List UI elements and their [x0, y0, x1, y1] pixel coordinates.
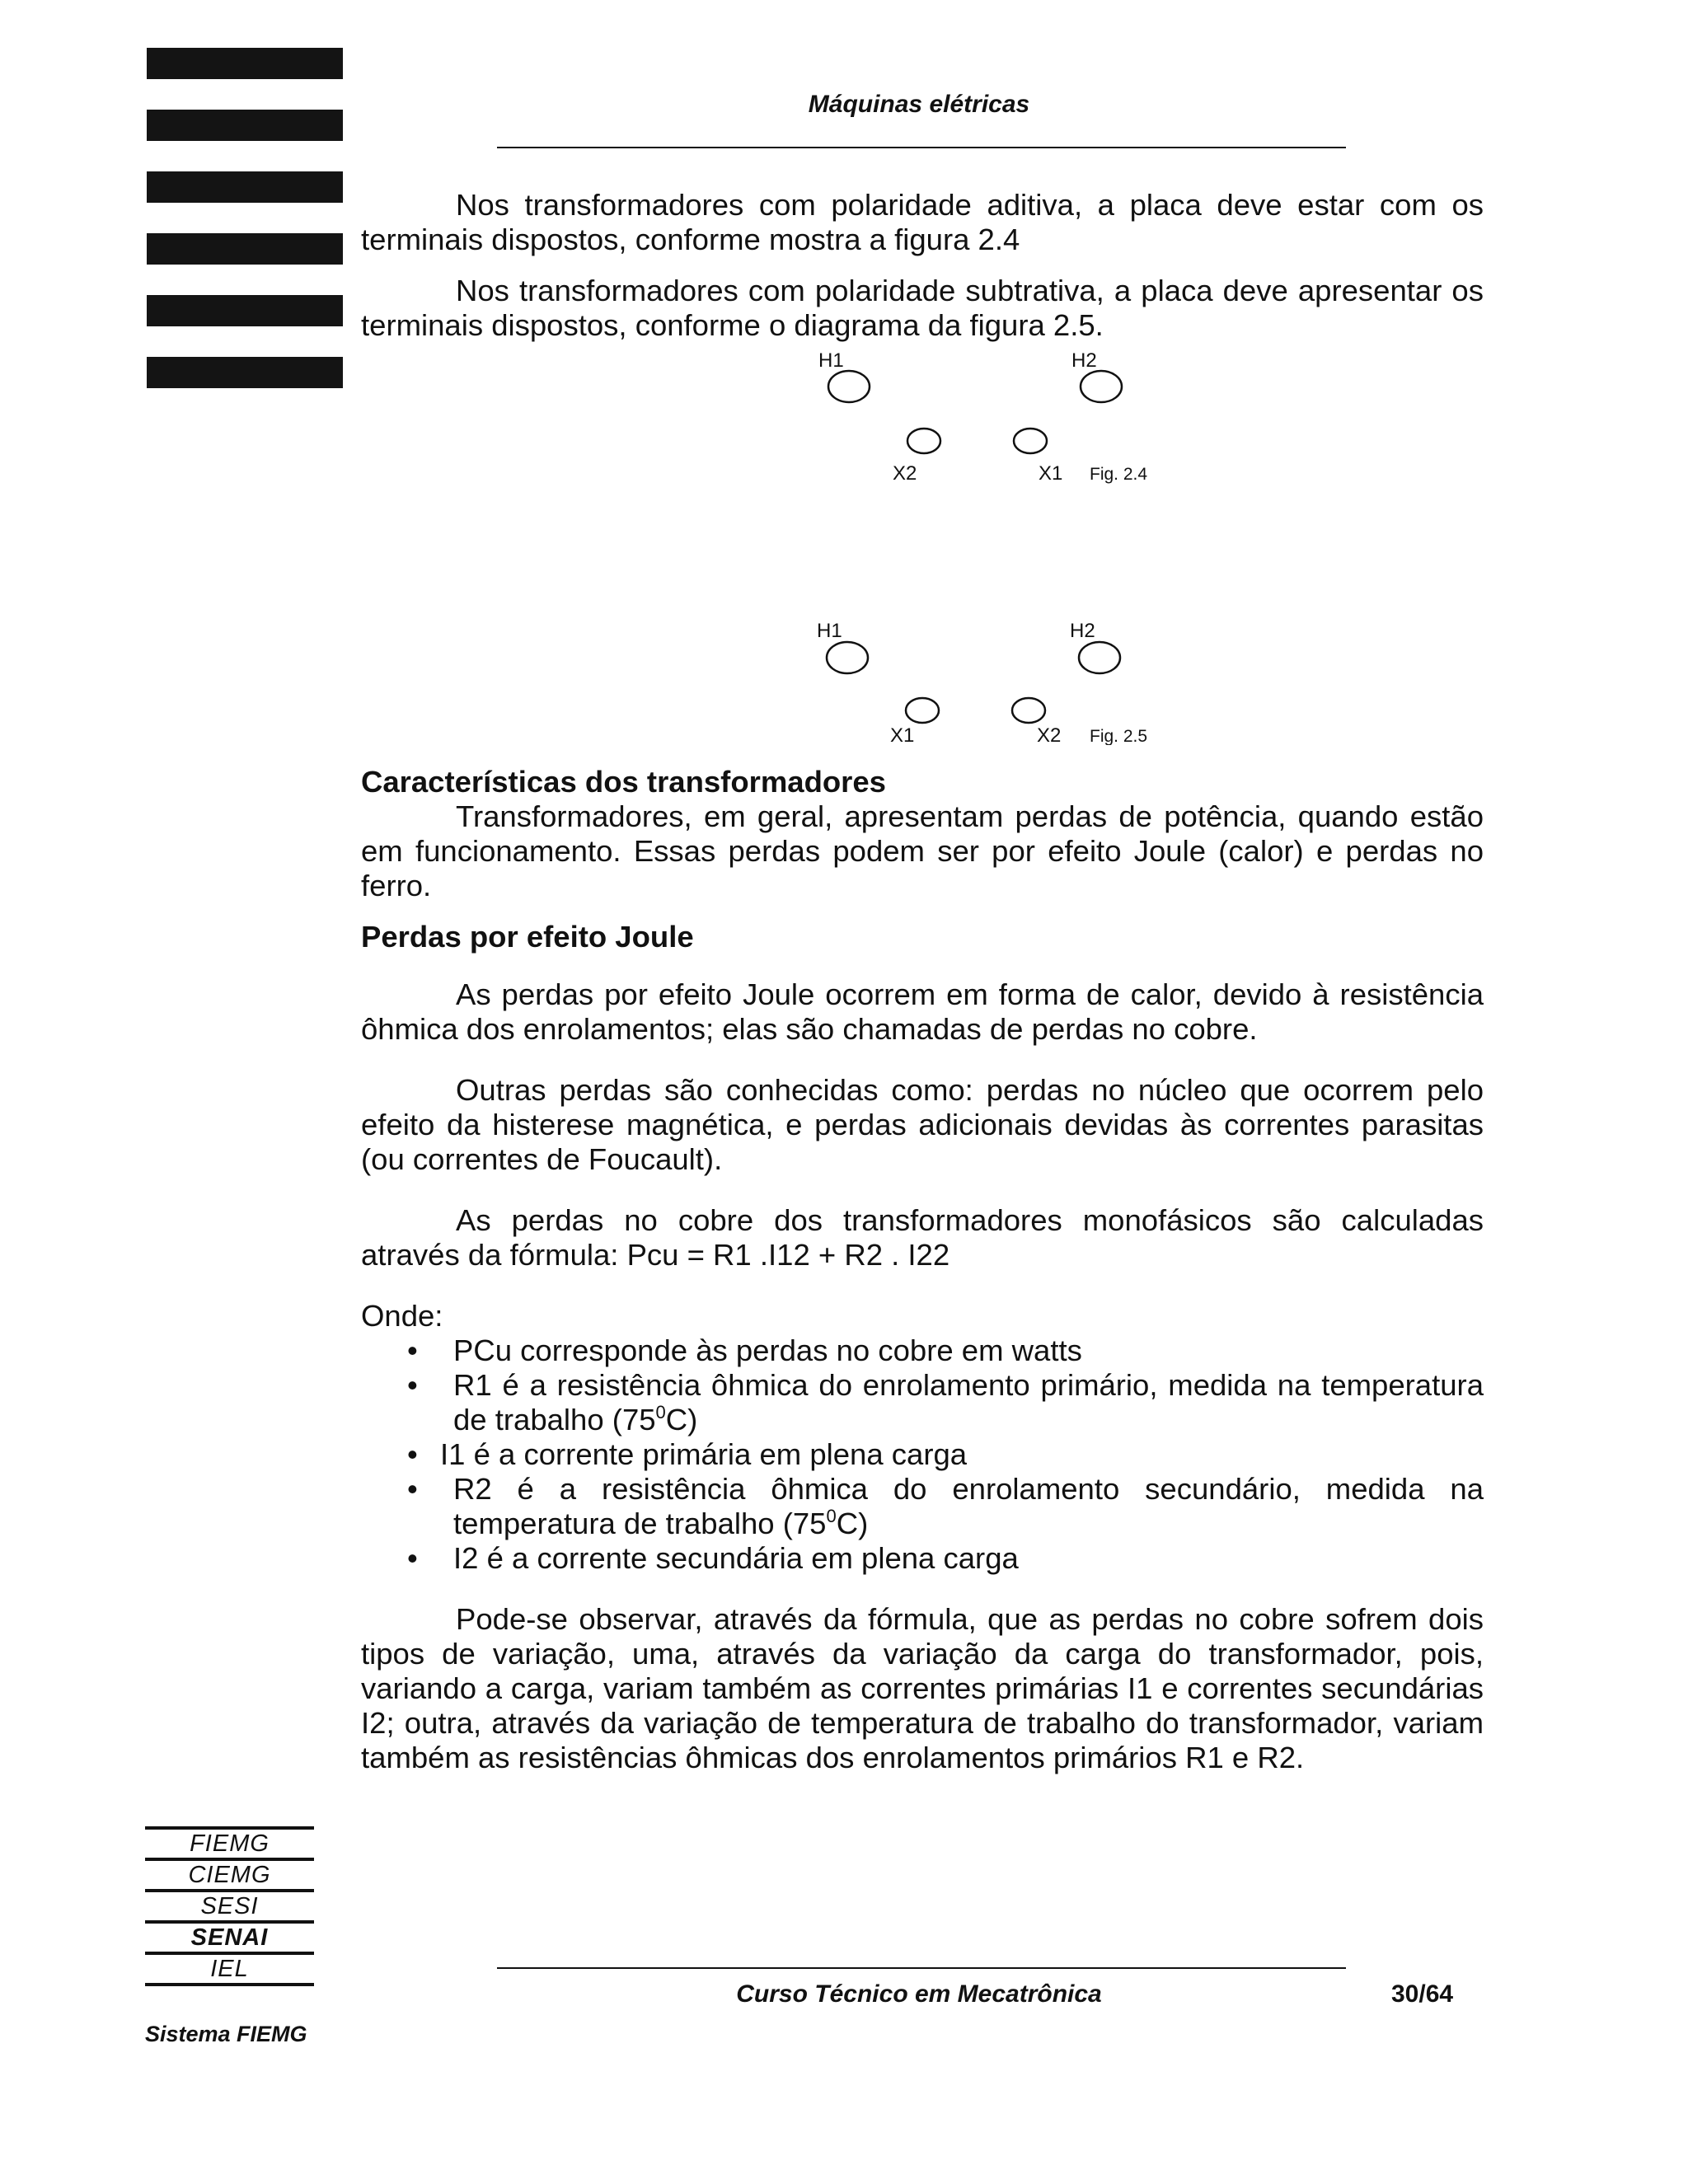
list-item	[361, 1333, 1484, 1368]
sidebar-bar	[147, 171, 343, 203]
paragraph-formula: As perdas no cobre dos transformadores monofásicos são calculadas através da fórmula: Pcu = R1 .I12 + R2 . I22	[361, 1203, 1484, 1272]
paragraph-polaridade-subtrativa: Nos transformadores com polaridade subtrativa, a placa deve apresentar os terminais dispostos, conforme o diagrama da figura 2.5.	[361, 274, 1484, 342]
fig25-label-bottom-right: X2	[1037, 724, 1062, 745]
list-item-text: C)	[665, 1403, 698, 1436]
fig24-terminal-x2	[907, 429, 940, 453]
paragraph-outras-perdas: Outras perdas são conhecidas como: perdas no núcleo que ocorrem pelo efeito da histerese magnética, e perdas adicionais devidas às correntes parasitas (ou correntes de Foucault).	[361, 1073, 1484, 1176]
fig24-terminal-h1	[828, 371, 870, 402]
logo-item-senai: SENAI	[190, 1924, 269, 1951]
fig24-terminal-x1	[1014, 429, 1047, 453]
paragraph-polaridade-aditiva: Nos transformadores com polaridade aditiva, a placa deve estar com os terminais dispostos, conforme mostra a figura 2.4	[361, 188, 1484, 256]
fig24-label-bottom-right: X1	[1039, 462, 1063, 485]
logo-item-sesi: SESI	[200, 1893, 259, 1919]
list-item-text: PCu corresponde às perdas no cobre em watts	[453, 1333, 1082, 1367]
sidebar-bar	[147, 233, 343, 265]
fig24-terminal-h2	[1081, 371, 1122, 402]
list-item	[361, 1541, 1484, 1576]
bullet-dot: •	[407, 1541, 418, 1575]
bullet-dot: •	[407, 1333, 418, 1367]
sidebar-bar	[147, 295, 343, 326]
list-item-text: I1 é a corrente primária em plena carga	[440, 1437, 968, 1471]
sidebar-decoration	[147, 48, 343, 419]
paragraph-perdas-joule: As perdas por efeito Joule ocorrem em forma de calor, devido à resistência ôhmica dos enrolamentos; elas são chamadas de perdas no cobre.	[361, 977, 1484, 1046]
heading-efeito-joule: Perdas por efeito Joule	[361, 920, 694, 954]
list-item-text: R2 é a resistência ôhmica do enrolamento secundário, medida na temperatura de trabalho (75	[453, 1472, 1484, 1540]
paragraph-onde: Onde:	[361, 1299, 443, 1333]
fig25-terminal-h2	[1079, 642, 1120, 673]
header-rule	[497, 147, 1346, 148]
logo-divider	[145, 1983, 314, 1986]
list-item	[361, 1472, 1484, 1541]
list-item-text: C)	[836, 1507, 869, 1540]
fig25-label-top-right: H2	[1070, 620, 1095, 642]
fig25-terminal-x2	[1012, 698, 1045, 723]
logo-sistema-fiemg: Sistema FIEMG	[145, 2022, 307, 2046]
logo-item-iel: IEL	[210, 1956, 249, 1982]
page-header-title: Máquinas elétricas	[808, 91, 1030, 118]
sidebar-bar	[147, 48, 343, 79]
fig24-caption: Fig. 2.4	[1090, 465, 1148, 484]
logo-item-ciemg: CIEMG	[188, 1862, 271, 1888]
fig24-label-top-right: H2	[1071, 349, 1097, 372]
fig24-label-top-left: H1	[818, 349, 844, 372]
bullet-dot: •	[407, 1472, 418, 1506]
list-item-text: R1 é a resistência ôhmica do enrolamento primário, medida na temperatura de trabalho (75	[453, 1368, 1484, 1436]
bullet-dot: •	[407, 1368, 418, 1402]
footer-rule	[497, 1967, 1346, 1969]
sidebar-bar	[147, 110, 343, 141]
bullet-list	[361, 1333, 1484, 1576]
superscript: 0	[655, 1402, 666, 1422]
main-content	[361, 188, 1484, 1792]
logo-item-fiemg: FIEMG	[190, 1830, 270, 1857]
bullet-dot: •	[407, 1437, 418, 1471]
fiemg-logo	[145, 1826, 314, 1986]
fig24-label-bottom-left: X2	[893, 462, 917, 485]
list-item-text: I2 é a corrente secundária em plena carga	[453, 1541, 1019, 1575]
fig25-label-top-left: H1	[817, 620, 842, 642]
paragraph-variacao: Pode-se observar, através da fórmula, que as perdas no cobre sofrem dois tipos de variação, uma, através da variação da carga do transformador, pois, variando a carga, variam também as correntes primárias I1 e correntes secundárias I2; outra, através da variação de temperatura de trabalho do transformador, variam também as resistências ôhmicas dos enrolamentos primários R1 e R2.	[361, 1602, 1484, 1774]
fig25-terminal-h1	[827, 642, 868, 673]
footer-course-title: Curso Técnico em Mecatrônica	[736, 1980, 1102, 2008]
superscript: 0	[826, 1506, 837, 1526]
heading-caracteristicas: Características dos transformadores	[361, 765, 886, 799]
fig25-caption: Fig. 2.5	[1090, 727, 1148, 745]
list-item	[361, 1368, 1484, 1437]
sidebar-bar	[147, 357, 343, 388]
fig25-terminal-x1	[906, 698, 939, 723]
page-number: 30/64	[1391, 1980, 1454, 2008]
figures-polaridade	[361, 343, 1484, 745]
list-item	[361, 1437, 1484, 1472]
terminal-diagrams	[361, 343, 1484, 745]
paragraph-perdas-geral: Transformadores, em geral, apresentam perdas de potência, quando estão em funcionamento. Essas perdas podem ser por efeito Joule (calor) e perdas no ferro.	[361, 799, 1484, 902]
fig25-label-bottom-left: X1	[890, 724, 915, 745]
